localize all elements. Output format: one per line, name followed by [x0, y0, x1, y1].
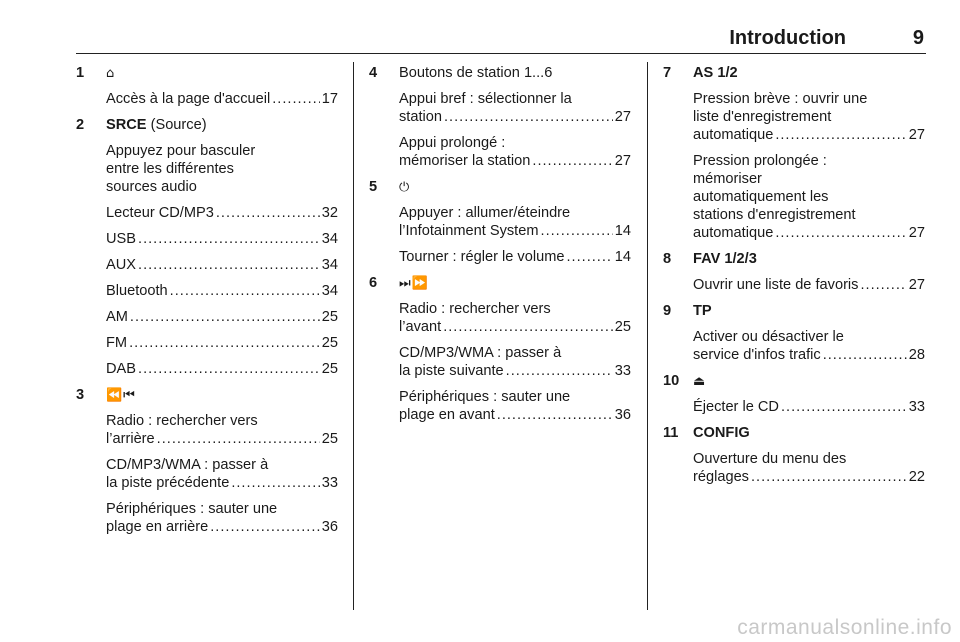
legend-item [76, 116, 338, 378]
dot-leader [210, 518, 320, 536]
description-line: Appuyer : allumer/éteindre [399, 205, 571, 221]
eject-icon: ⏏ [693, 374, 707, 389]
item-number: 1 [76, 65, 85, 81]
reference-line [693, 276, 925, 294]
legend-item [76, 64, 338, 108]
dot-leader [272, 90, 320, 108]
reference-line [693, 224, 925, 242]
page-reference: 27 [908, 225, 925, 241]
item-key-name: CONFIG [693, 425, 750, 441]
item-key-name: AS 1/2 [693, 65, 738, 81]
item-number: 4 [369, 65, 378, 81]
page-header [76, 27, 926, 51]
item-number: 10 [663, 373, 680, 389]
description-entry [693, 90, 925, 144]
item-number: 9 [663, 303, 672, 319]
description-entry [399, 204, 631, 240]
reference-line [106, 430, 338, 448]
reference-line [399, 108, 631, 126]
reference-text: la piste précédente [106, 475, 230, 491]
description-line: mémoriser [693, 171, 762, 187]
reference-line [693, 346, 925, 364]
item-label [399, 178, 631, 196]
home-icon: ⌂ [106, 66, 116, 81]
reference-text: station [399, 109, 442, 125]
watermark: carmanualsonline.info [737, 616, 952, 639]
reference-line [106, 204, 338, 222]
reference-line [399, 318, 631, 336]
reference-text: AUX [106, 257, 137, 273]
dot-leader [157, 430, 320, 448]
item-key-name: SRCE [106, 117, 147, 133]
reference-text: service d'infos trafic [693, 347, 821, 363]
reference-line [106, 308, 338, 326]
dot-leader [216, 204, 320, 222]
dot-leader [130, 308, 320, 326]
page-reference: 34 [321, 257, 338, 273]
description-line: Périphériques : sauter une [399, 389, 571, 405]
description-entry [693, 152, 925, 242]
dot-leader [823, 346, 907, 364]
reference-text: la piste suivante [399, 363, 504, 379]
description-entry [106, 256, 338, 274]
seek-back-icon: ⏪⏮ [106, 388, 136, 403]
description-line: Pression brève : ouvrir une [693, 91, 868, 107]
reference-line [106, 230, 338, 248]
description-entry [399, 134, 631, 170]
description-entry [106, 308, 338, 326]
legend-item [369, 178, 631, 266]
page-reference: 27 [614, 153, 631, 169]
description-entry [106, 142, 338, 196]
description-entry [106, 90, 338, 108]
item-number: 3 [76, 387, 85, 403]
reference-text: USB [106, 231, 137, 247]
reference-text: automatique [693, 127, 774, 143]
column-divider-2 [647, 62, 648, 610]
description-line: automatiquement les [693, 189, 829, 205]
reference-line [693, 468, 925, 486]
item-label [399, 274, 631, 292]
description-entry [399, 344, 631, 380]
legend-item [369, 64, 631, 170]
power-icon: ⏻ [399, 180, 411, 195]
reference-text: l’Infotainment System [399, 223, 539, 239]
page-reference: 33 [908, 399, 925, 415]
page-reference: 25 [321, 361, 338, 377]
reference-text: réglages [693, 469, 749, 485]
legend-item [663, 250, 925, 294]
item-label [693, 250, 925, 268]
description-entry [106, 412, 338, 448]
description-entry [106, 282, 338, 300]
description-line: CD/MP3/WMA : passer à [106, 457, 269, 473]
reference-line [106, 334, 338, 352]
reference-line [399, 152, 631, 170]
item-number: 11 [663, 425, 679, 441]
description-line: Appui bref : sélectionner la [399, 91, 572, 107]
dot-leader [781, 398, 907, 416]
reference-text: plage en arrière [106, 519, 209, 535]
page-number: 9 [912, 27, 924, 49]
reference-text: automatique [693, 225, 774, 241]
page-reference: 14 [614, 223, 631, 239]
page-title: Introduction [729, 27, 846, 49]
description-entry [399, 300, 631, 336]
description-line: Appui prolongé : [399, 135, 506, 151]
page-reference: 34 [321, 283, 338, 299]
legend-item [663, 424, 925, 486]
dot-leader [506, 362, 613, 380]
reference-text: plage en avant [399, 407, 495, 423]
item-key-name: FAV 1/2/3 [693, 251, 757, 267]
dot-leader [129, 334, 320, 352]
description-line: Radio : rechercher vers [106, 413, 258, 429]
page-reference: 33 [321, 475, 338, 491]
dot-leader [170, 282, 320, 300]
description-line: Activer ou désactiver le [693, 329, 844, 345]
description-entry [399, 388, 631, 424]
page-reference: 28 [908, 347, 925, 363]
page-reference: 22 [908, 469, 925, 485]
dot-leader [532, 152, 612, 170]
description-line: Pression prolongée : [693, 153, 827, 169]
reference-line [106, 282, 338, 300]
description-line: stations d'enregistrement [693, 207, 856, 223]
description-entry [106, 204, 338, 222]
dot-leader [775, 126, 906, 144]
page-reference: 36 [614, 407, 631, 423]
reference-text: DAB [106, 361, 137, 377]
item-number: 7 [663, 65, 672, 81]
reference-line [399, 248, 631, 266]
dot-leader [775, 224, 906, 242]
item-key-name: TP [693, 303, 712, 319]
reference-line [106, 90, 338, 108]
legend-item [663, 372, 925, 416]
reference-text: Tourner : régler le volume [399, 249, 565, 265]
item-number: 5 [369, 179, 378, 195]
reference-text: l’avant [399, 319, 442, 335]
reference-line [106, 360, 338, 378]
page-reference: 32 [321, 205, 338, 221]
reference-line [106, 474, 338, 492]
dot-leader [444, 108, 613, 126]
reference-line [693, 398, 925, 416]
reference-text: Accès à la page d'accueil [106, 91, 271, 107]
column-3 [663, 64, 925, 486]
reference-line [693, 126, 925, 144]
column-1 [76, 64, 338, 536]
reference-line [106, 518, 338, 536]
item-label [399, 64, 631, 82]
legend-item [369, 274, 631, 424]
page-reference: 36 [321, 519, 338, 535]
description-line: sources audio [106, 179, 197, 195]
page-reference: 34 [321, 231, 338, 247]
legend-item [76, 386, 338, 536]
reference-text: Ouvrir une liste de favoris [693, 277, 859, 293]
description-entry [106, 334, 338, 352]
item-key-text: Boutons de station 1...6 [399, 65, 553, 81]
header-rule [76, 53, 926, 54]
page-reference: 27 [908, 277, 925, 293]
description-entry [106, 500, 338, 536]
description-line: CD/MP3/WMA : passer à [399, 345, 562, 361]
description-line: Périphériques : sauter une [106, 501, 278, 517]
item-number: 8 [663, 251, 672, 267]
page-reference: 25 [321, 335, 338, 351]
dot-leader [497, 406, 613, 424]
description-entry [693, 450, 925, 486]
page-reference: 25 [614, 319, 631, 335]
reference-line [399, 222, 631, 240]
reference-text: AM [106, 309, 128, 325]
dot-leader [860, 276, 906, 294]
item-number: 2 [76, 117, 85, 133]
legend-item [663, 302, 925, 364]
page-reference: 14 [614, 249, 631, 265]
item-label [693, 424, 925, 442]
reference-text: Lecteur CD/MP3 [106, 205, 214, 221]
legend-item [663, 64, 925, 242]
page-reference: 27 [614, 109, 631, 125]
item-key-text: (Source) [146, 117, 207, 133]
dot-leader [566, 248, 612, 266]
page-reference: 25 [321, 431, 338, 447]
description-entry [693, 276, 925, 294]
reference-text: l’arrière [106, 431, 155, 447]
description-line: liste d'enregistrement [693, 109, 832, 125]
item-label [693, 372, 925, 390]
item-label [693, 302, 925, 320]
dot-leader [138, 230, 320, 248]
dot-leader [138, 256, 320, 274]
description-entry [399, 90, 631, 126]
item-label [693, 64, 925, 82]
seek-forward-icon: ⏭⏩ [399, 276, 429, 291]
page-reference: 17 [321, 91, 338, 107]
description-line: entre les différentes [106, 161, 234, 177]
description-entry [106, 360, 338, 378]
item-label [106, 116, 338, 134]
description-entry [106, 456, 338, 492]
dot-leader [231, 474, 319, 492]
page-reference: 27 [908, 127, 925, 143]
reference-text: mémoriser la station [399, 153, 531, 169]
page-reference: 25 [321, 309, 338, 325]
reference-text: Bluetooth [106, 283, 168, 299]
column-2 [369, 64, 631, 424]
page-reference: 33 [614, 363, 631, 379]
column-divider-1 [353, 62, 354, 610]
dot-leader [751, 468, 907, 486]
description-entry [693, 398, 925, 416]
reference-text: FM [106, 335, 128, 351]
item-number: 6 [369, 275, 378, 291]
description-line: Radio : rechercher vers [399, 301, 551, 317]
description-entry [693, 328, 925, 364]
reference-text: Éjecter le CD [693, 399, 779, 415]
reference-line [399, 362, 631, 380]
item-label [106, 64, 338, 82]
description-line: Appuyez pour basculer [106, 143, 256, 159]
description-entry [106, 230, 338, 248]
dot-leader [443, 318, 613, 336]
dot-leader [138, 360, 320, 378]
dot-leader [541, 222, 613, 240]
reference-line [106, 256, 338, 274]
reference-line [399, 406, 631, 424]
description-line: Ouverture du menu des [693, 451, 847, 467]
description-entry [399, 248, 631, 266]
item-label [106, 386, 338, 404]
